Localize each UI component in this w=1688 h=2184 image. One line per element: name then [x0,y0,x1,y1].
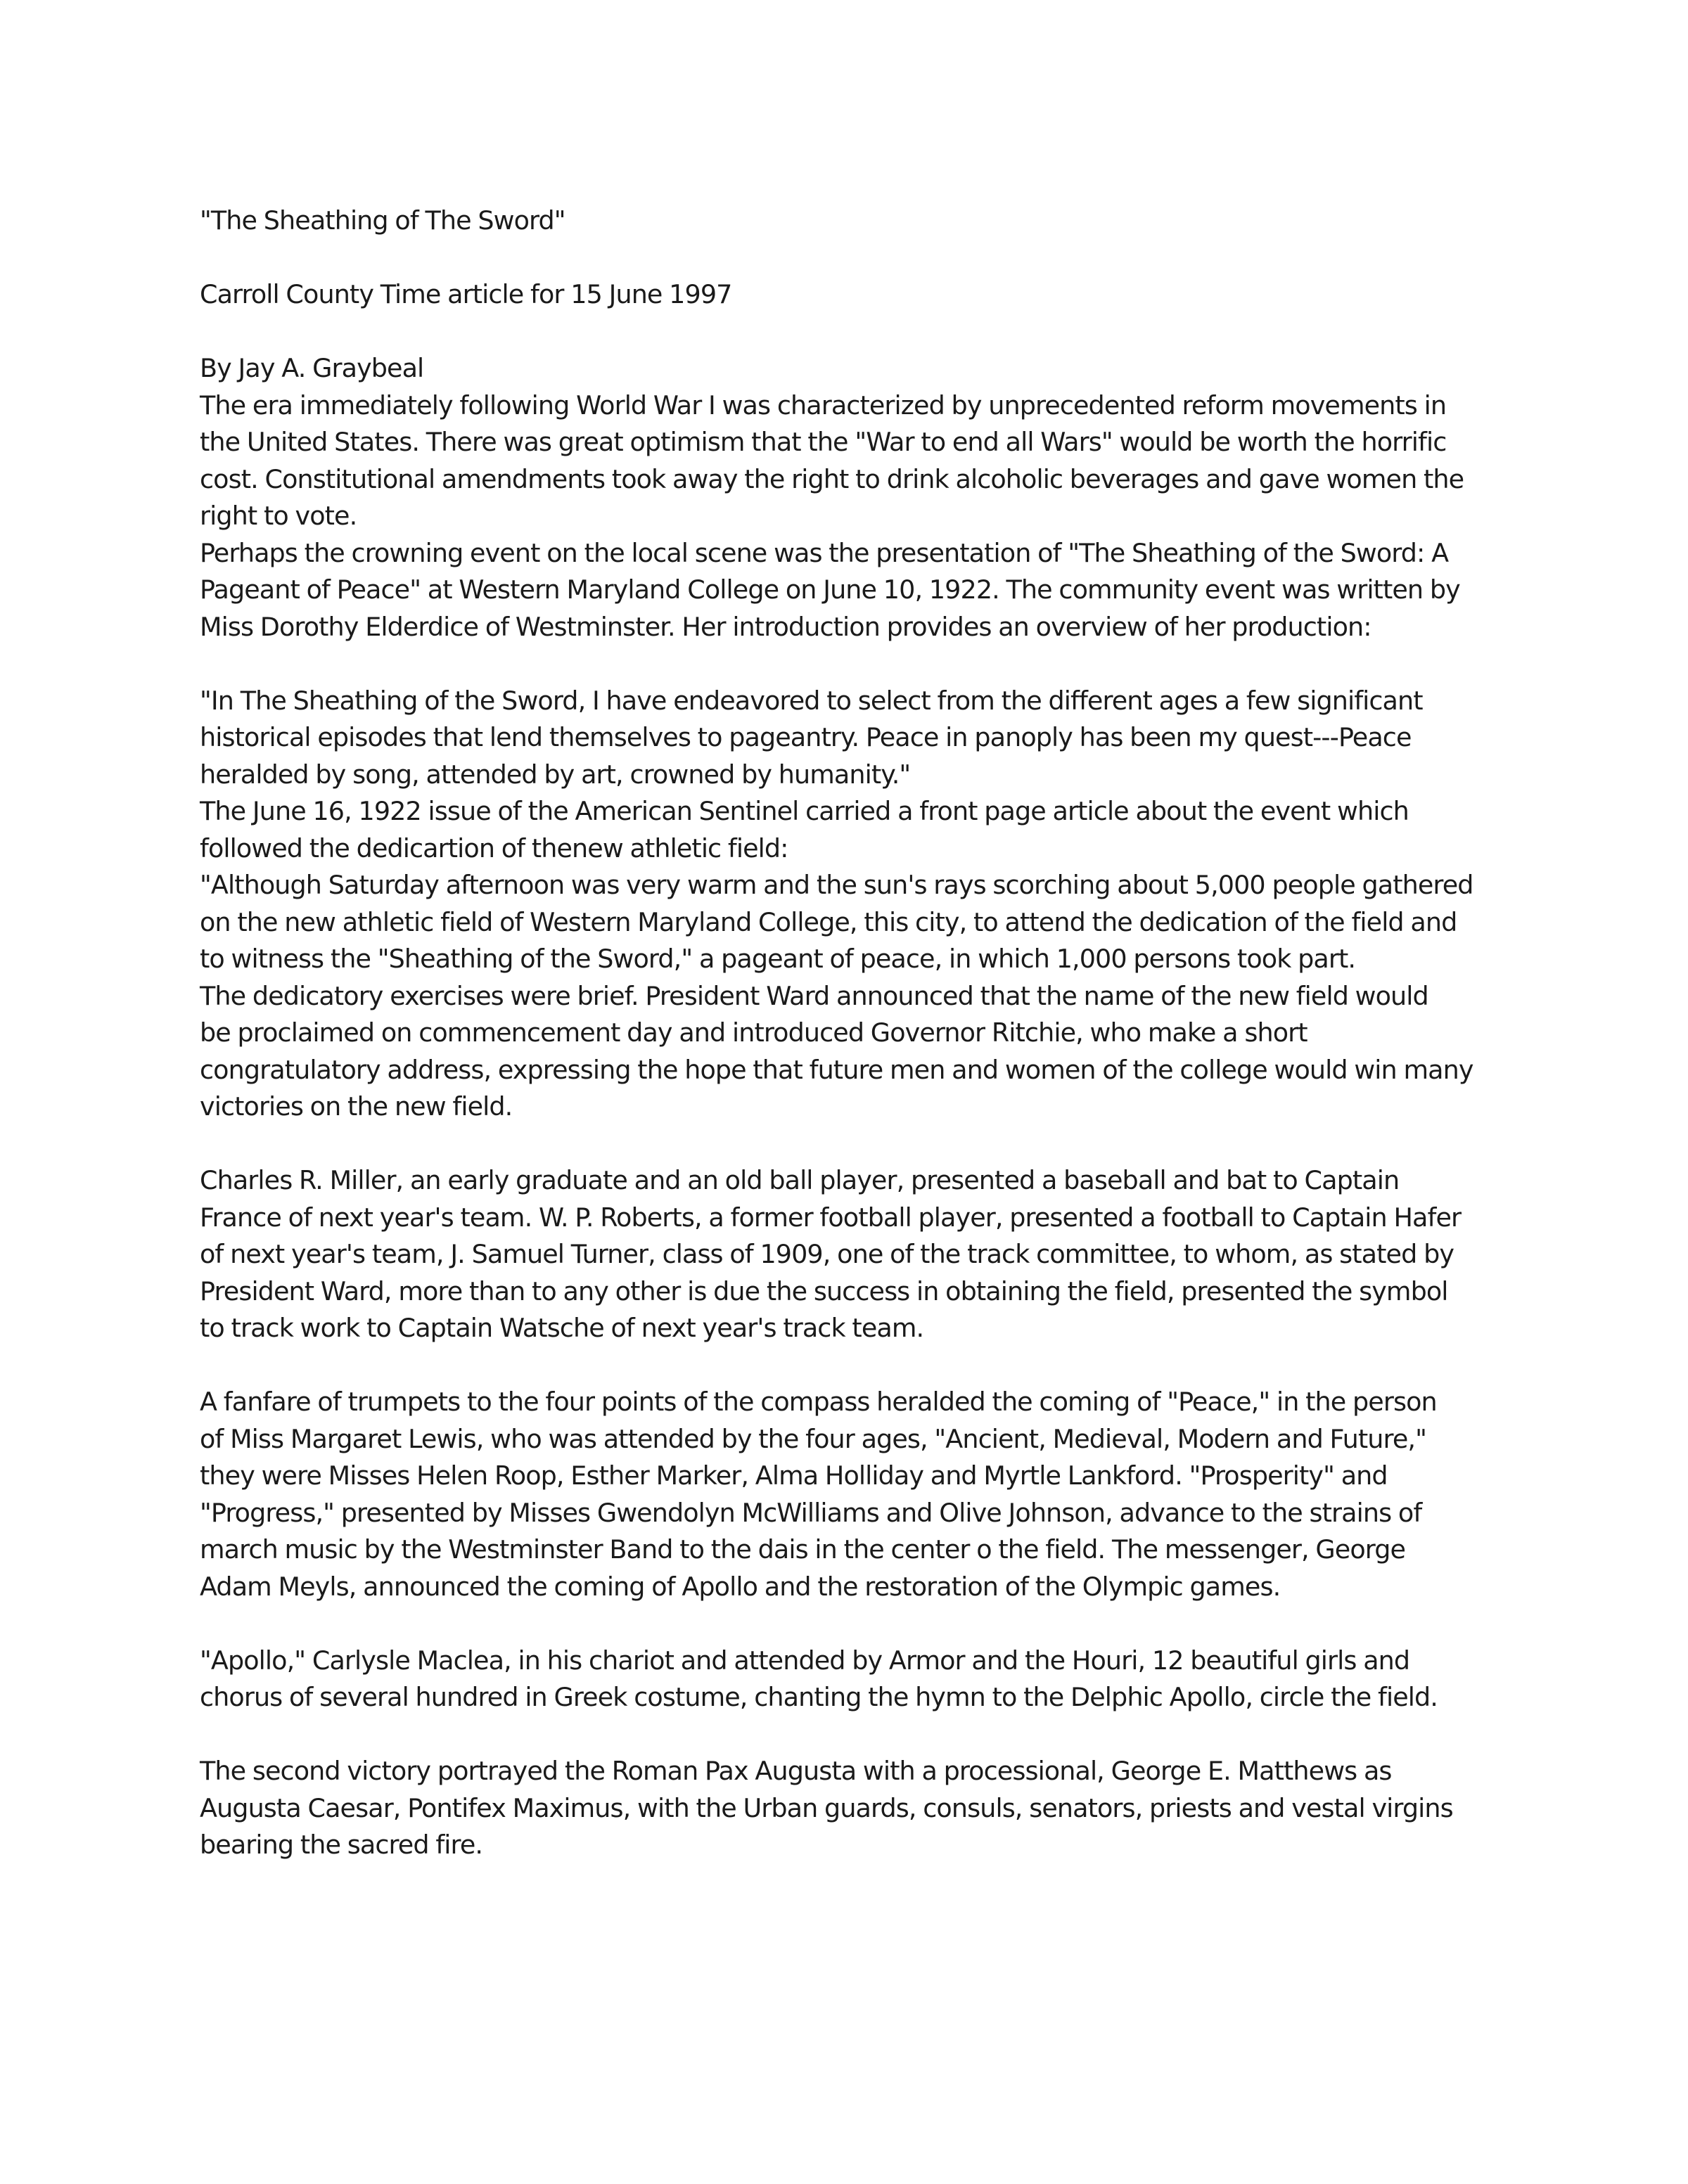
paragraph-line: Miss Dorothy Elderdice of Westminster. Her introduction provides an overview of her production: [200,611,1372,642]
spacer [200,240,1522,277]
paragraph-line: Adam Meyls, announced the coming of Apollo and the restoration of the Olympic games. [200,1571,1281,1602]
paragraph-line: right to vote. [200,501,357,531]
article-byline: By Jay A. Graybeal [200,353,424,383]
paragraph-line: the United States. There was great optimism that the "War to end all Wars" would be worth the horrific [200,427,1447,457]
paragraph-line: to track work to Captain Watsche of next year's track team. [200,1313,924,1343]
spacer [200,1605,1522,1643]
paragraph-line: "Although Saturday afternoon was very warm and the sun's rays scorching about 5,000 people gathered [200,870,1473,900]
paragraph-line: Charles R. Miller, an early graduate and an old ball player, presented a baseball and bat to Captain [200,1165,1400,1195]
paragraph-line: of Miss Margaret Lewis, who was attended by the four ages, "Ancient, Medieval, Modern and Future," [200,1423,1426,1454]
paragraph-line: The June 16, 1922 issue of the American Sentinel carried a front page article about the event which [200,796,1409,826]
paragraph-line: cost. Constitutional amendments took away the right to drink alcoholic beverages and gave women the [200,463,1464,494]
paragraph-line: President Ward, more than to any other is due the success in obtaining the field, presented the symbol [200,1276,1448,1306]
paragraph-line: on the new athletic field of Western Maryland College, this city, to attend the dedication of the field and [200,906,1457,937]
article-title: "The Sheathing of The Sword" [200,205,565,236]
paragraph-line: be proclaimed on commencement day and introduced Governor Ritchie, who make a short [200,1017,1307,1048]
paragraph-line: The second victory portrayed the Roman Pax Augusta with a processional, George E. Matthews as [200,1756,1392,1786]
paragraph-line: "In The Sheathing of the Sword, I have endeavored to select from the different ages a few significant [200,685,1423,716]
paragraph-line: chorus of several hundred in Greek costume, chanting the hymn to the Delphic Apollo, circle the field. [200,1682,1438,1712]
paragraph-line: of next year's team, J. Samuel Turner, class of 1909, one of the track committee, to whom, as stated by [200,1239,1454,1269]
paragraph-line: The era immediately following World War I was characterized by unprecedented reform movements in [200,390,1447,420]
paragraph-line: Augusta Caesar, Pontifex Maximus, with the Urban guards, consuls, senators, priests and vestal virgins [200,1792,1453,1823]
spacer [200,1716,1522,1754]
article-source: Carroll County Time article for 15 June 1997 [200,279,732,309]
paragraph-line: march music by the Westminster Band to the dais in the center o the field. The messenger, George [200,1534,1406,1565]
paragraph-line: "Apollo," Carlysle Maclea, in his chariot and attended by Armor and the Houri, 12 beautiful girls and [200,1645,1410,1676]
paragraph-line: historical episodes that lend themselves to pageantry. Peace in panoply has been my quest---Peace [200,722,1412,752]
spacer [200,645,1522,683]
paragraph-line: Perhaps the crowning event on the local scene was the presentation of "The Sheathing of the Sword: A [200,537,1449,568]
paragraph-line: Pageant of Peace" at Western Maryland College on June 10, 1922. The community event was written by [200,574,1460,605]
paragraph-line: congratulatory address, expressing the hope that future men and women of the college would win many [200,1054,1473,1085]
article-body [200,203,1522,1864]
spacer [200,1126,1522,1163]
paragraph-line: A fanfare of trumpets to the four points of the compass heralded the coming of "Peace," in the person [200,1387,1437,1417]
spacer [200,314,1522,351]
paragraph-line: France of next year's team. W. P. Roberts, a former football player, presented a football to Captain Hafer [200,1202,1462,1233]
paragraph-line: victories on the new field. [200,1091,513,1122]
paragraph-line: "Progress," presented by Misses Gwendolyn McWilliams and Olive Johnson, advance to the strains of [200,1497,1422,1528]
paragraph-line: they were Misses Helen Roop, Esther Marker, Alma Holliday and Myrtle Lankford. "Prosperity" and [200,1460,1388,1491]
paragraph-line: bearing the sacred fire. [200,1830,483,1860]
paragraph-line: followed the dedicartion of thenew athletic field: [200,833,788,863]
spacer [200,1347,1522,1385]
paragraph-line: heralded by song, attended by art, crowned by humanity." [200,759,911,790]
paragraph-line: to witness the "Sheathing of the Sword," a pageant of peace, in which 1,000 persons took part. [200,944,1356,974]
paragraph-line: The dedicatory exercises were brief. President Ward announced that the name of the new field would [200,980,1428,1011]
